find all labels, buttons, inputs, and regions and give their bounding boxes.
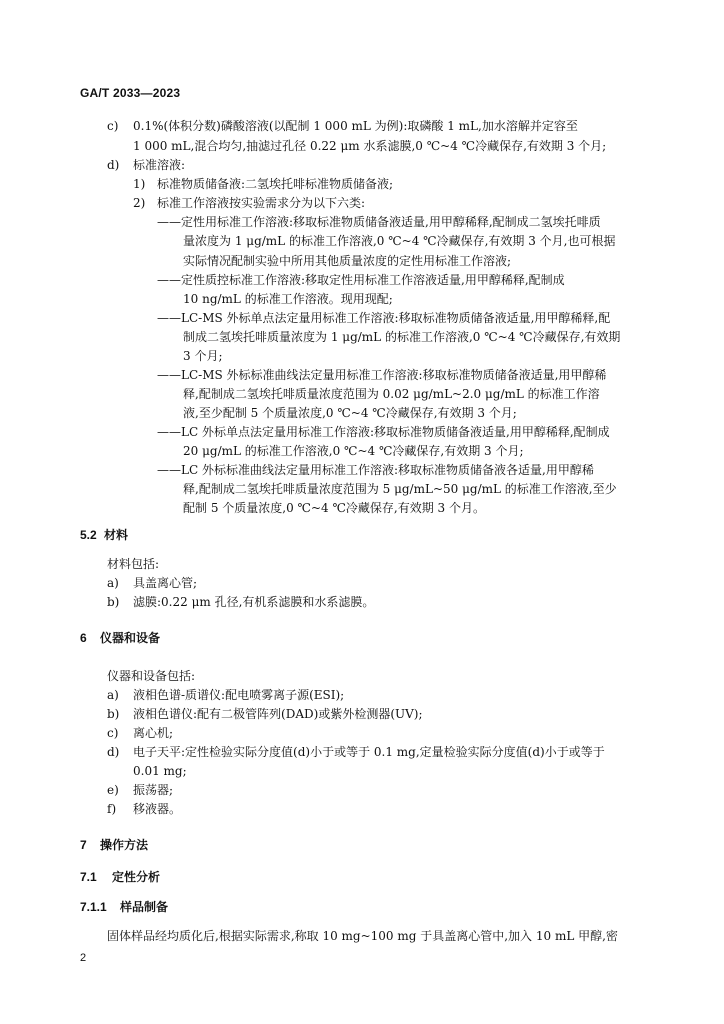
sub-item-text: 标准工作溶液按实验需求分为以下六类: [157, 196, 366, 210]
list-item-b: b) 液相色谱仪:配有二极管阵列(DAD)或紫外检测器(UV); [107, 707, 423, 721]
section-title: 操作方法 [100, 838, 149, 852]
list-item-text: 振荡器; [133, 783, 174, 797]
list-item-text: 离心机; [133, 726, 174, 740]
dash-item-continuation: 释,配制成二氢埃托啡质量浓度范围为 5 μg/mL~50 μg/mL 的标准工作溶液,至少 [183, 482, 617, 496]
section-heading-7-1: 7.1 定性分析 [80, 870, 161, 884]
list-item-text: 移液器。 [133, 802, 182, 816]
dash-item-lcms-single: ——LC-MS 外标单点法定量用标准工作溶液:移取标准物质储备液适量,用甲醇稀释,配 [157, 311, 611, 325]
list-item-c: c) 离心机; [107, 726, 174, 740]
section-intro: 仪器和设备包括: [107, 669, 196, 683]
dash-item-lc-single: ——LC 外标单点法定量用标准工作溶液:移取标准物质储备液适量,用甲醇稀释,配制成 [157, 425, 610, 439]
dash-item-continuation: 释,配制成二氢埃托啡质量浓度范围为 0.02 μg/mL~2.0 μg/mL 的标准工作溶 [183, 387, 600, 401]
document-header: GA/T 2033—2023 [80, 86, 181, 100]
dash-item-continuation: 制成二氢埃托啡质量浓度为 1 μg/mL 的标准工作溶液,0 ℃~4 ℃冷藏保存,有效期 [183, 330, 621, 344]
list-item-d: d) 标准溶液: [107, 158, 186, 172]
list-item-d: d) 电子天平:定性检验实际分度值(d)小于或等于 0.1 mg,定量检验实际分度值(d)小于或等于 [107, 745, 605, 759]
list-item-e: e) 振荡器; [107, 783, 174, 797]
dash-item-continuation: 实际情况配制实验中所用其他质量浓度的定性用标准工作溶液; [183, 254, 512, 268]
list-item-c: c) 0.1%(体积分数)磷酸溶液(以配制 1 000 mL 为例):取磷酸 1 mL,加水溶解并定容至 [107, 119, 578, 133]
list-item-text: 滤膜:0.22 μm 孔径,有机系滤膜和水系滤膜。 [133, 595, 375, 609]
dash-item-continuation: 20 μg/mL 的标准工作溶液,0 ℃~4 ℃冷藏保存,有效期 3 个月; [183, 444, 524, 458]
list-item-a: a) 液相色谱-质谱仪:配电喷雾离子源(ESI); [107, 688, 345, 702]
list-item-text: 液相色谱仪:配有二极管阵列(DAD)或紫外检测器(UV); [133, 707, 423, 721]
paragraph: 固体样品经均质化后,根据实际需求,称取 10 mg~100 mg 于具盖离心管中,加入 10 mL 甲醇,密 [107, 929, 618, 943]
section-title: 材料 [104, 528, 129, 542]
list-item-text: 液相色谱-质谱仪:配电喷雾离子源(ESI); [133, 688, 345, 702]
dash-item-qualitative: ——定性用标准工作溶液:移取标准物质储备液适量,用甲醇稀释,配制成二氢埃托啡质 [157, 215, 601, 229]
section-heading-7: 7 操作方法 [80, 838, 149, 852]
list-item-text: 标准溶液: [133, 158, 186, 172]
section-heading-7-1-1: 7.1.1 样品制备 [80, 900, 169, 914]
section-heading-5-2: 5.2 材料 [80, 528, 129, 542]
section-intro: 材料包括: [107, 557, 160, 571]
section-title: 样品制备 [120, 900, 169, 914]
dash-item-continuation: 3 个月; [183, 349, 223, 363]
dash-item-qc: ——定性质控标准工作溶液:移取定性用标准工作溶液适量,用甲醇稀释,配制成 [157, 273, 565, 287]
dash-item-lcms-curve: ——LC-MS 外标标准曲线法定量用标准工作溶液:移取标准物质储备液适量,用甲醇稀 [157, 368, 607, 382]
dash-item-lc-curve: ——LC 外标标准曲线法定量用标准工作溶液:移取标准物质储备液各适量,用甲醇稀 [157, 463, 594, 477]
list-item-f: f) 移液器。 [107, 802, 182, 816]
list-item-b: b) 滤膜:0.22 μm 孔径,有机系滤膜和水系滤膜。 [107, 595, 375, 609]
list-item-a: a) 具盖离心管; [107, 576, 198, 590]
dash-item-continuation: 10 ng/mL 的标准工作溶液。现用现配; [183, 292, 393, 306]
list-item-text: 0.1%(体积分数)磷酸溶液(以配制 1 000 mL 为例):取磷酸 1 mL,加水溶解并定容至 [133, 119, 578, 133]
sub-item-text: 标准物质储备液:二氢埃托啡标准物质储备液; [157, 177, 394, 191]
list-item-continuation: 1 000 mL,混合均匀,抽滤过孔径 0.22 μm 水系滤膜,0 ℃~4 ℃冷藏保存,有效期 3 个月; [133, 139, 607, 153]
list-item-text: 电子天平:定性检验实际分度值(d)小于或等于 0.1 mg,定量检验实际分度值(d)小于或等于 [133, 745, 605, 759]
sub-item-1: 1) 标准物质储备液:二氢埃托啡标准物质储备液; [133, 177, 394, 191]
list-item-text: 具盖离心管; [133, 576, 198, 590]
section-title: 定性分析 [112, 870, 161, 884]
section-heading-6: 6 仪器和设备 [80, 631, 161, 645]
dash-item-continuation: 液,至少配制 5 个质量浓度,0 ℃~4 ℃冷藏保存,有效期 3 个月; [183, 406, 517, 420]
page-number: 2 [80, 952, 87, 964]
dash-item-continuation: 配制 5 个质量浓度,0 ℃~4 ℃冷藏保存,有效期 3 个月。 [183, 501, 485, 515]
dash-item-continuation: 量浓度为 1 μg/mL 的标准工作溶液,0 ℃~4 ℃冷藏保存,有效期 3 个月,也可根据 [183, 234, 616, 248]
list-item-continuation: 0.01 mg; [133, 764, 187, 778]
sub-item-2: 2) 标准工作溶液按实验需求分为以下六类: [133, 196, 366, 210]
section-title: 仪器和设备 [100, 631, 161, 645]
